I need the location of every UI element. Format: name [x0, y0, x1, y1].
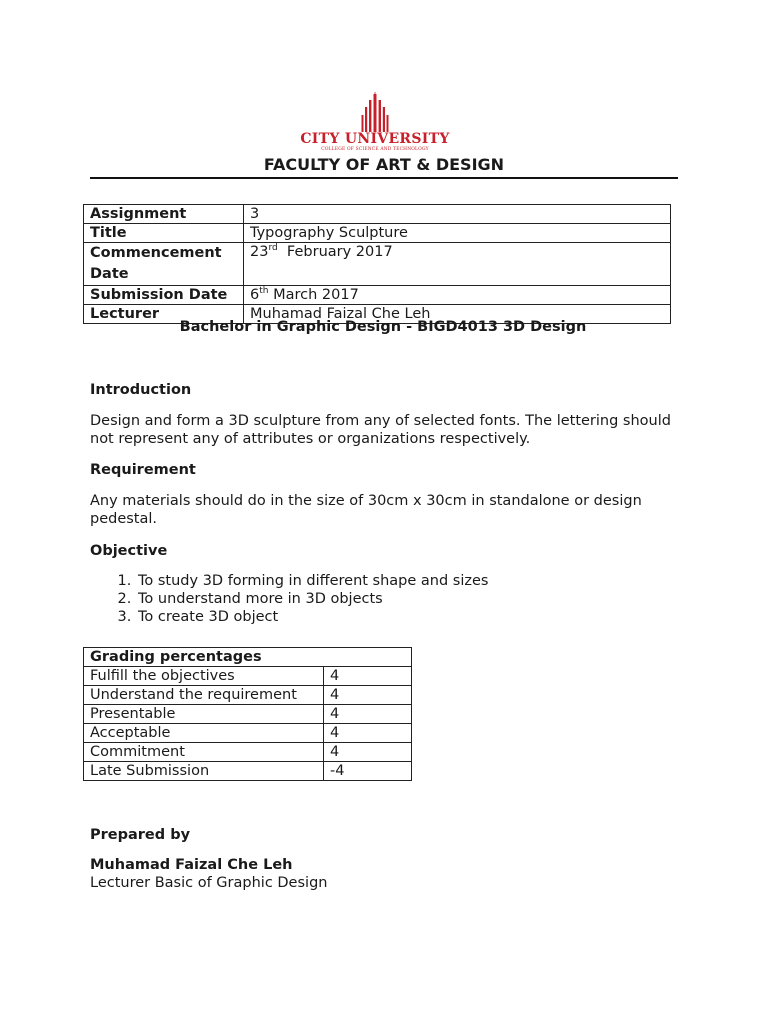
assignment-info-table	[83, 204, 671, 324]
table-row	[84, 243, 671, 286]
introduction-text: Design and form a 3D sculpture from any of selected fonts. The lettering should not represent any of attributes or organizations respectively.	[90, 413, 671, 447]
logo-subtitle: COLLEGE OF SCIENCE AND TECHNOLOGY	[321, 147, 429, 152]
list-item: 3. To create 3D object	[136, 608, 736, 626]
grading-table	[83, 647, 412, 781]
table-row	[84, 724, 412, 743]
grading-criteria: Understand the requirement	[84, 686, 324, 705]
logo-name: CITY UNIVERSITY	[300, 131, 450, 147]
program-title: Bachelor in Graphic Design - BIGD4013 3D Design	[179, 319, 587, 335]
date-day: 23	[250, 244, 269, 260]
info-label: Submission Date	[84, 286, 244, 305]
table-row	[84, 743, 412, 762]
grading-criteria: Fulfill the objectives	[84, 667, 324, 686]
list-item: 2. To understand more in 3D objects	[136, 590, 736, 608]
info-value: Muhamad Faizal Che Leh	[244, 305, 671, 324]
table-row	[84, 762, 412, 781]
date-suffix: th	[259, 286, 269, 297]
requirement-text: Any materials should do in the size of 30cm x 30cm in standalone or design pedestal.	[90, 493, 642, 527]
grading-score: -4	[324, 762, 412, 781]
info-label: Assignment	[84, 205, 244, 224]
grading-criteria: Late Submission	[84, 762, 324, 781]
list-item: 1. To study 3D forming in different shape and sizes	[136, 572, 736, 590]
grading-criteria: Acceptable	[84, 724, 324, 743]
table-row	[84, 667, 412, 686]
date-rest: February 2017	[277, 244, 393, 260]
table-row	[84, 686, 412, 705]
prepared-by-heading: Prepared by	[90, 827, 191, 843]
grading-score: 4	[324, 667, 412, 686]
date-rest: March 2017	[268, 287, 359, 303]
table-row	[84, 648, 412, 667]
objective-list	[90, 572, 736, 626]
requirement-heading: Requirement	[90, 462, 196, 478]
info-label: Lecturer	[84, 305, 244, 324]
info-value	[244, 286, 671, 305]
grading-heading: Grading percentages	[84, 648, 412, 667]
preparer-name: Muhamad Faizal Che Leh	[90, 857, 293, 873]
info-label: Commencement Date	[84, 243, 244, 286]
table-row	[84, 286, 671, 305]
grading-criteria: Presentable	[84, 705, 324, 724]
table-row	[84, 705, 412, 724]
objective-heading: Objective	[90, 543, 168, 559]
faculty-heading: FACULTY OF ART & DESIGN	[263, 155, 505, 174]
info-label: Title	[84, 224, 244, 243]
heading-rule	[90, 177, 678, 179]
table-row	[84, 205, 671, 224]
date-day: 6	[250, 287, 260, 303]
date-suffix: rd	[268, 243, 278, 254]
table-row	[84, 224, 671, 243]
info-value	[244, 243, 671, 286]
preparer-role: Lecturer Basic of Graphic Design	[90, 875, 328, 891]
grading-score: 4	[324, 705, 412, 724]
introduction-heading: Introduction	[90, 382, 192, 398]
grading-score: 4	[324, 743, 412, 762]
grading-score: 4	[324, 686, 412, 705]
university-logo	[300, 92, 450, 154]
info-value: Typography Sculpture	[244, 224, 671, 243]
grading-score: 4	[324, 724, 412, 743]
tower-logo-icon	[340, 92, 410, 132]
info-value: 3	[244, 205, 671, 224]
grading-criteria: Commitment	[84, 743, 324, 762]
